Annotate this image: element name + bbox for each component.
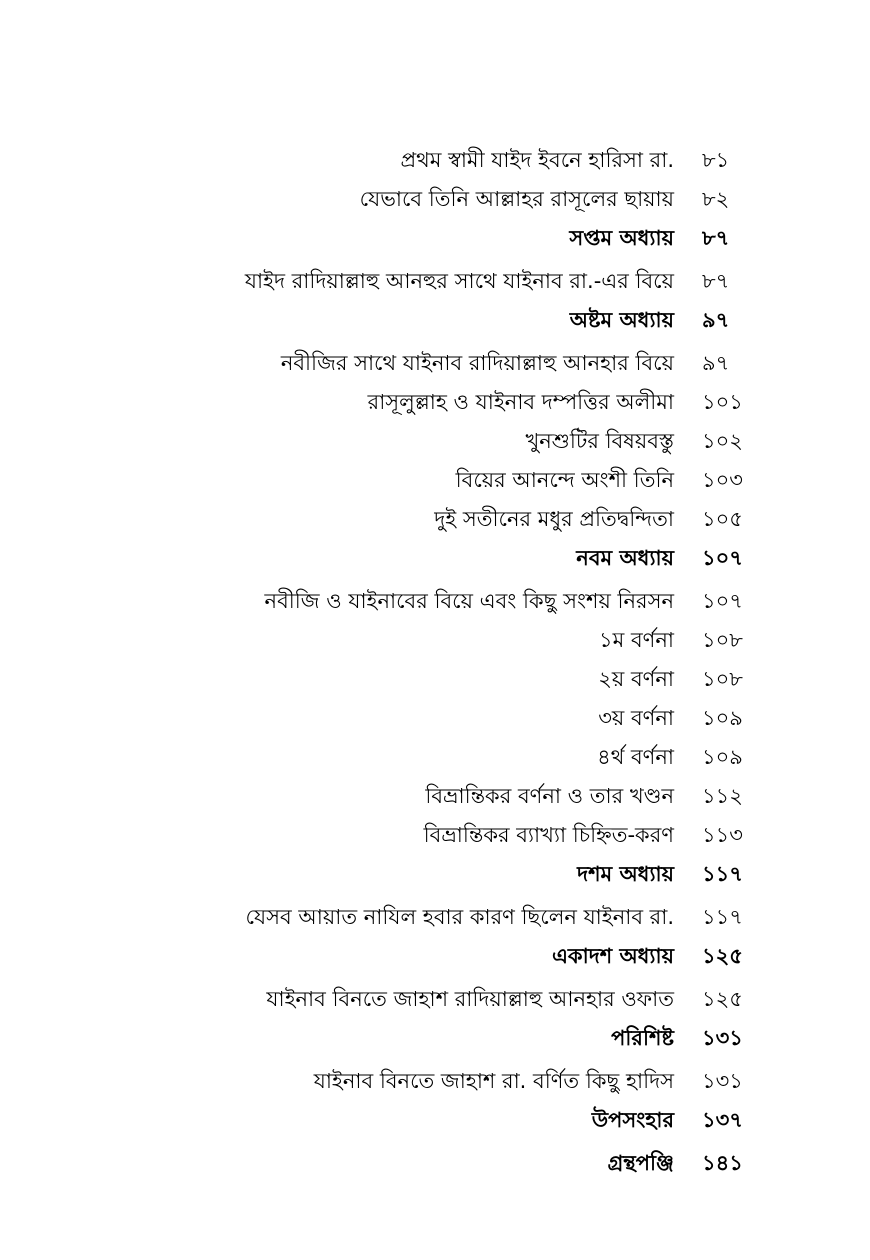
toc-entry (0, 143, 870, 177)
toc-entry-title: প্রথম স্বামী যাইদ ইবনে হারিসা রা. (400, 148, 674, 172)
toc-entry-title: দুই সতীনের মধুর প্রতিদ্বন্দিতা (434, 507, 674, 531)
toc-entry-page: ১০৮ (702, 628, 743, 652)
toc-entry-title: নবীজির সাথে যাইনাব রাদিয়াল্লাহু আনহার বিয়ে (280, 351, 674, 375)
toc-entry-title: যেভাবে তিনি আল্লাহর রাসূলের ছায়ায় (359, 187, 674, 211)
toc-chapter-page: ১১৭ (702, 862, 743, 886)
toc-entry-title: যাইনাব বিনতে জাহাশ রাদিয়াল্লাহু আনহার ওফাত (266, 987, 674, 1011)
toc-entry-title: ৩য় বর্ণনা (598, 706, 674, 730)
toc-entry-page: ১০২ (702, 429, 743, 453)
toc-entry-title: যাইনাব বিনতে জাহাশ রা. বর্ণিত কিছু হাদিস (313, 1069, 674, 1093)
toc-chapter-title: পরিশিষ্ট (611, 1026, 674, 1050)
toc-entry (0, 1064, 870, 1098)
toc-entry (0, 623, 870, 657)
toc-chapter-heading (0, 857, 870, 891)
toc-entry-page: ৮২ (702, 187, 730, 211)
toc-entry-page: ১০৯ (702, 745, 743, 769)
toc-entry (0, 982, 870, 1016)
toc-chapter-title: গ্রন্থপঞ্জি (607, 1151, 674, 1175)
toc-entry-page: ১০৫ (702, 507, 743, 531)
toc-entry (0, 740, 870, 774)
toc-chapter-heading (0, 1021, 870, 1055)
toc-entry-title: ২য় বর্ণনা (598, 667, 674, 691)
toc-chapter-page: ১৩৭ (702, 1108, 743, 1132)
toc-entry (0, 701, 870, 735)
toc-entry (0, 424, 870, 458)
toc-entry (0, 662, 870, 696)
toc-entry-page: ৯৭ (702, 351, 730, 375)
toc-entry (0, 463, 870, 497)
toc-entry-title: ৪র্থ বর্ণনা (597, 745, 674, 769)
toc-entry-page: ১০৮ (702, 667, 743, 691)
toc-chapter-title: একাদশ অধ্যায় (551, 944, 674, 968)
toc-entry (0, 346, 870, 380)
toc-entry (0, 779, 870, 813)
toc-entry (0, 818, 870, 852)
toc-entry-title: ১ম বর্ণনা (599, 628, 674, 652)
toc-entry-title: বিভ্রান্তিকর ব্যাখ্যা চিহ্নিত-করণ (423, 823, 674, 847)
toc-entry-page: ১০৯ (702, 706, 743, 730)
toc-chapter-page: ১৪১ (702, 1151, 743, 1175)
toc-entry-page: ১১৩ (702, 823, 743, 847)
toc-entry-page: ১০৩ (702, 468, 743, 492)
toc-chapter-heading (0, 541, 870, 575)
toc-entry-page: ১১৭ (702, 905, 743, 929)
toc-entry-page: ১২৫ (702, 987, 743, 1011)
toc-entry (0, 584, 870, 618)
toc-entry-page: ১১২ (702, 784, 743, 808)
toc-chapter-title: উপসংহার (591, 1108, 674, 1132)
toc-chapter-page: ৮৭ (702, 226, 730, 250)
toc-entry-page: ১৩১ (702, 1069, 743, 1093)
toc-entry-title: রাসূলুল্লাহ ও যাইনাব দম্পত্তির অলীমা (367, 390, 674, 414)
toc-entry-page: ১০১ (702, 390, 743, 414)
toc-entry-title: বিয়ের আনন্দে অংশী তিনি (455, 468, 674, 492)
toc-chapter-title: অষ্টম অধ্যায় (569, 308, 674, 332)
toc-entry-title: যাইদ রাদিয়াল্লাহু আনহুর সাথে যাইনাব রা.-এর বিয়ে (244, 269, 674, 293)
toc-entry-title: বিভ্রান্তিকর বর্ণনা ও তার খণ্ডন (425, 784, 674, 808)
toc-chapter-title: নবম অধ্যায় (576, 546, 674, 570)
toc-chapter-heading (0, 1103, 870, 1137)
toc-entry-page: ৮৭ (702, 269, 730, 293)
toc-entry-title: যেসব আয়াত নাযিল হবার কারণ ছিলেন যাইনাব রা. (245, 905, 674, 929)
toc-chapter-page: ১২৫ (702, 944, 743, 968)
toc-chapter-page: ১৩১ (702, 1026, 743, 1050)
toc-chapter-title: দশম অধ্যায় (577, 862, 674, 886)
toc-entry (0, 900, 870, 934)
toc-chapter-heading (0, 303, 870, 337)
toc-entry-title: নবীজি ও যাইনাবের বিয়ে এবং কিছু সংশয় নিরসন (264, 589, 674, 613)
toc-chapter-page: ১০৭ (702, 546, 743, 570)
toc-entry (0, 502, 870, 536)
toc-entry-page: ১০৭ (702, 589, 743, 613)
toc-chapter-title: সপ্তম অধ্যায় (569, 226, 674, 250)
toc-entry (0, 264, 870, 298)
toc-entry (0, 182, 870, 216)
toc-chapter-heading (0, 1146, 870, 1180)
toc-entry-page: ৮১ (702, 148, 730, 172)
toc-entry-title: খুনশুটির বিষয়বস্তু (525, 429, 674, 453)
toc-entry (0, 385, 870, 419)
toc-chapter-page: ৯৭ (702, 308, 730, 332)
toc-chapter-heading (0, 939, 870, 973)
toc-chapter-heading (0, 221, 870, 255)
